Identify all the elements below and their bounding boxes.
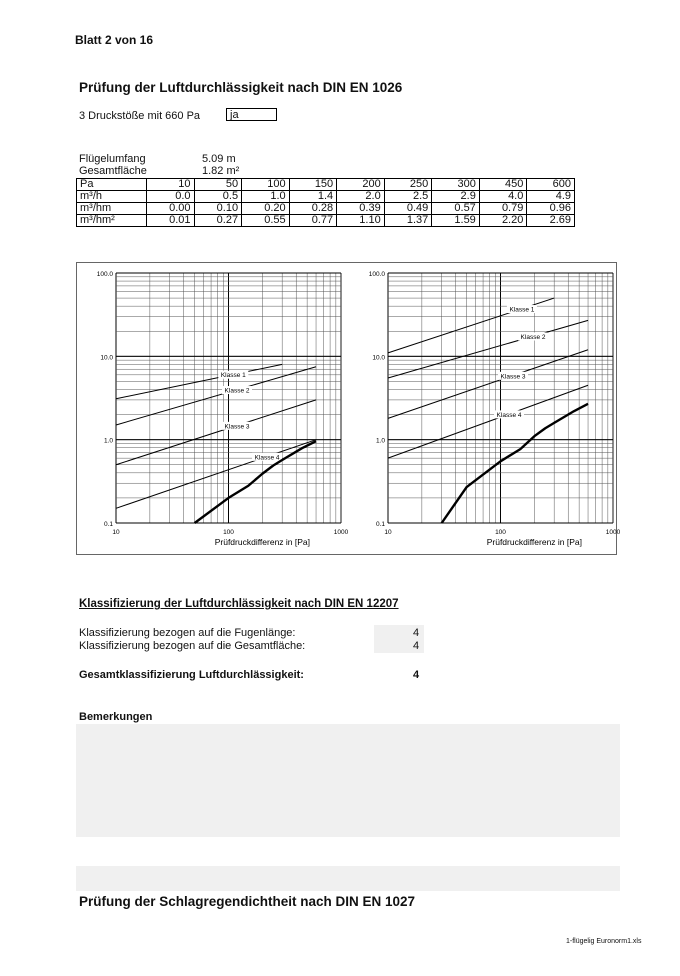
table-cell: 2.0: [337, 191, 385, 203]
table-cell: 1.37: [384, 215, 432, 227]
x-tick-label: 10: [384, 529, 392, 536]
classification-title: Klassifizierung der Luftdurchlässigkeit nach DIN EN 12207: [79, 598, 399, 610]
table-cell: 0.00: [146, 203, 194, 215]
table-cell: 2.5: [384, 191, 432, 203]
table-cell: 1.59: [432, 215, 480, 227]
x-axis-label: Prüfdruckdifferenz in [Pa]: [214, 537, 311, 547]
class-label: Klasse 1: [509, 306, 535, 314]
pressure-label: 3 Druckstöße mit 660 Pa: [79, 110, 201, 122]
table-cell: 10: [146, 179, 194, 191]
table-cell: 450: [479, 179, 527, 191]
class-label: Klasse 4: [496, 411, 522, 419]
table-cell: 0.96: [527, 203, 575, 215]
table-row: [77, 203, 575, 215]
table-cell: 2.69: [527, 215, 575, 227]
measured-curve: [442, 404, 588, 523]
table-cell: 50: [194, 179, 242, 191]
gesamt-klass-value: 4: [413, 669, 420, 681]
table-cell: 0.55: [242, 215, 290, 227]
section-title-rain-tightness: Prüfung der Schlagregendichtheit nach DIN EN 1027: [79, 894, 416, 909]
x-axis-label: Prüfdruckdifferenz in [Pa]: [486, 537, 583, 547]
fluegelumfang-label: Flügelumfang: [79, 153, 146, 165]
table-cell: 4.9: [527, 191, 575, 203]
table-cell: 2.9: [432, 191, 480, 203]
klass-flaeche-value: 4: [413, 640, 420, 652]
table-cell: 200: [337, 179, 385, 191]
y-tick-label: 10.0: [372, 354, 385, 362]
x-tick-label: 10: [112, 529, 120, 536]
table-cell: 1.10: [337, 215, 385, 227]
table-cell: 0.77: [289, 215, 337, 227]
y-tick-label: 0.1: [103, 521, 113, 528]
x-tick-label: 100: [495, 529, 506, 536]
y-tick-label: 1.0: [103, 437, 113, 445]
gesamtflaeche-value: 1.82 m²: [202, 165, 240, 177]
table-cell: 0.49: [384, 203, 432, 215]
class-line: [116, 400, 316, 465]
bemerkungen-box[interactable]: [76, 724, 620, 837]
table-row: [77, 179, 575, 191]
class-label: Klasse 4: [254, 454, 280, 462]
table-cell: 0.0: [146, 191, 194, 203]
row-label: m³/hm²: [77, 215, 147, 227]
klass-flaeche-label: Klassifizierung bezogen auf die Gesamtfläche:: [79, 640, 306, 652]
row-label: m³/h: [77, 191, 147, 203]
y-tick-label: 100.0: [96, 271, 113, 278]
pressure-value-field[interactable]: ja: [226, 108, 277, 121]
table-cell: 2.20: [479, 215, 527, 227]
table-row: [77, 191, 575, 203]
row-label: Pa: [77, 179, 147, 191]
table-cell: 250: [384, 179, 432, 191]
table-cell: 0.10: [194, 203, 242, 215]
y-tick-label: 1.0: [375, 437, 385, 445]
table-cell: 0.79: [479, 203, 527, 215]
table-cell: 0.5: [194, 191, 242, 203]
sheet-number: Blatt 2 von 16: [75, 33, 154, 47]
chart-left: [76, 262, 349, 555]
fluegelumfang-value: 5.09 m: [202, 153, 236, 165]
table-cell: 0.20: [242, 203, 290, 215]
class-label: Klasse 3: [224, 423, 250, 431]
table-cell: 100: [242, 179, 290, 191]
table-cell: 1.4: [289, 191, 337, 203]
table-cell: 150: [289, 179, 337, 191]
row-label: m³/hm: [77, 203, 147, 215]
table-cell: 1.0: [242, 191, 290, 203]
table-cell: 0.01: [146, 215, 194, 227]
footer-filename: 1-flügelig Euronorm1.xls: [566, 938, 642, 945]
y-tick-label: 10.0: [100, 354, 113, 362]
gesamtflaeche-label: Gesamtfläche: [79, 165, 147, 177]
x-tick-label: 100: [223, 529, 234, 536]
y-tick-label: 100.0: [368, 271, 385, 278]
section-divider-band: [76, 866, 620, 891]
gesamt-klass-label: Gesamtklassifizierung Luftdurchlässigkeit:: [79, 669, 304, 681]
section-title-air-permeability: Prüfung der Luftdurchlässigkeit nach DIN EN 1026: [79, 80, 403, 95]
x-tick-label: 1000: [605, 529, 621, 536]
class-label: Klasse 2: [520, 334, 546, 342]
table-cell: 300: [432, 179, 480, 191]
y-tick-label: 0.1: [375, 521, 385, 528]
class-label: Klasse 3: [500, 373, 526, 381]
table-cell: 0.57: [432, 203, 480, 215]
table-cell: 0.27: [194, 215, 242, 227]
table-cell: 4.0: [479, 191, 527, 203]
klass-fuge-value: 4: [413, 627, 420, 639]
klass-fuge-label: Klassifizierung bezogen auf die Fugenlänge:: [79, 627, 296, 639]
table-cell: 600: [527, 179, 575, 191]
class-label: Klasse 2: [224, 387, 250, 395]
bemerkungen-label: Bemerkungen: [79, 711, 153, 723]
class-line: [116, 367, 316, 425]
chart-right: [348, 262, 621, 555]
measurement-table: [76, 178, 575, 227]
table-row: [77, 215, 575, 227]
table-cell: 0.39: [337, 203, 385, 215]
table-cell: 0.28: [289, 203, 337, 215]
x-tick-label: 1000: [333, 529, 349, 536]
class-label: Klasse 1: [220, 372, 246, 380]
